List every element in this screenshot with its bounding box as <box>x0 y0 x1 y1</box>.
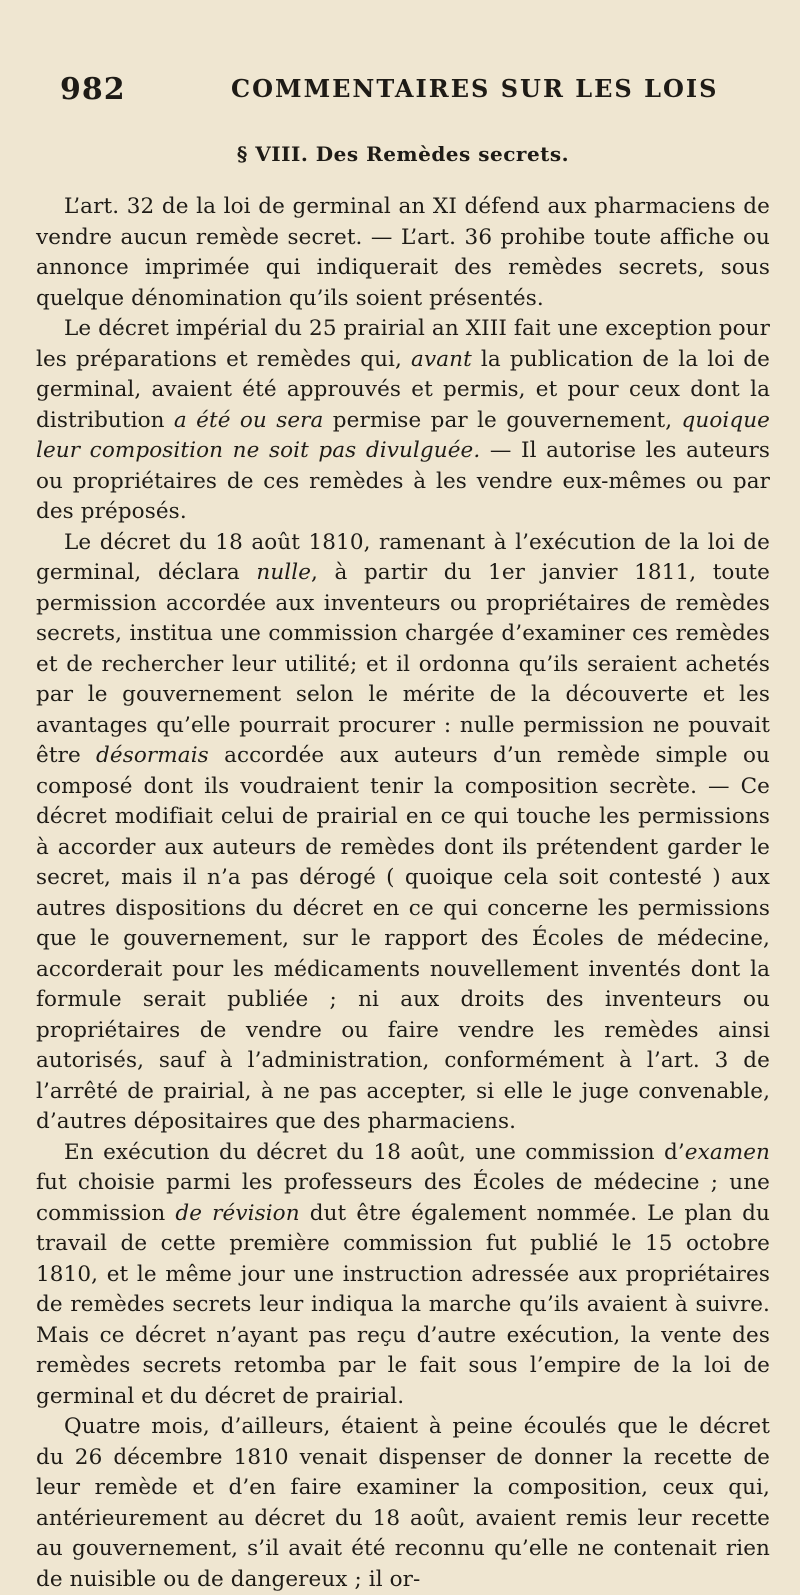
italic-run: avant <box>411 346 472 372</box>
text-run: la publication de la loi de germinal, avaient été approuvés et permis, et pour ceux dont la distribution <box>36 346 770 433</box>
italic-run: de révision <box>175 1200 300 1226</box>
text-run: — Il autorise les auteurs ou propriétaires de ces remèdes à les vendre eux-mêmes ou par des préposés. <box>36 438 771 524</box>
page-number: 982 <box>60 72 126 107</box>
text-run: En exécution du décret du 18 août, une commission d’ <box>64 1139 685 1165</box>
body-text <box>36 192 770 1595</box>
italic-run: quoique leur composition ne soit pas divulguée. <box>36 407 770 463</box>
paragraph-1: L’art. 32 de la loi de germinal an XI défend aux pharmaciens de vendre aucun remède secret. — L’art. 36 prohibe toute affiche ou annonce imprimée qui indiquerait des remèdes secrets, sous quelque dénomination qu’ils soient présentés. <box>36 194 770 311</box>
text-run: fut choisie parmi les professeurs des Écoles de médecine ; une commission <box>36 1170 770 1226</box>
italic-run: nulle <box>256 560 312 585</box>
text-run: dut être également nommée. Le plan du travail de cette première commission fut publié le 15 octobre 1810, et le même jour une instruction adressée aux propriétaires de remèdes secrets leur indiqua la marche qu’ils avaient à suivre. Mais ce décret n’ayant pas reçu d’autre exécution, la vente des remèdes secrets retomba par le fait sous l’empire de la loi de germinal et du décret de prairial. <box>36 1200 770 1409</box>
text-run: accordée aux auteurs d’un remède simple ou composé dont ils voudraient tenir la composition secrète. — Ce décret modifiait celui de prairial en ce qui touche les permissions à accorder aux auteurs de remèdes dont ils prétendent garder le secret, mais il n’a pas dérogé ( quoique cela soit contesté ) aux autres dispositions du décret en ce qui concerne les permissions que le gouvernement, sur le rapport des Écoles de médecine, accorderait pour les médicaments nouvellement inventés dont la formule serait publiée ; ni aux droits des inventeurs ou propriétaires de vendre ou faire vendre les remèdes ainsi autorisés, sauf à l’administration, conformément à l’art. 3 de l’arrêté de prairial, à ne pas accepter, si elle le juge convenable, d’autres dépositaires que des pharmaciens. <box>36 743 770 1134</box>
italic-run: a été ou sera <box>173 407 324 433</box>
text-run: Le décret du 18 août 1810, ramenant à l’exécution de la loi de germinal, déclara <box>36 529 770 585</box>
paragraph-2 <box>36 314 770 528</box>
section-title: § VIII. Des Remèdes secrets. <box>236 142 570 166</box>
paragraph-4 <box>36 1138 770 1413</box>
text-run: Le décret impérial du 25 prairial an XIII fait une exception pour les préparations et remèdes qui, <box>36 316 770 372</box>
running-title: COMMENTAIRES SUR LES LOIS <box>231 74 719 103</box>
italic-run: désormais <box>96 743 209 768</box>
text-run: permise par le gouvernement, <box>323 407 682 433</box>
running-head <box>36 72 770 112</box>
text-run: , à partir du 1er janvier 1811, toute permission accordée aux inventeurs ou propriétaires de remèdes secrets, institua une commission chargée d’examiner ces remèdes et de rechercher leur utilité; et il ordonna qu’ils seraient achetés par le gouvernement selon le mérite de la découverte et les avantages qu’elle pourrait procurer : nulle permission ne pouvait être <box>36 560 770 768</box>
paragraph-5: Quatre mois, d’ailleurs, étaient à peine écoulés que le décret du 26 décembre 1810 venait dispenser de donner la recette de leur remède et d’en faire examiner la composition, ceux qui, antérieurement au décret du 18 août, avaient remis leur recette au gouvernement, s’il avait été reconnu qu’elle ne contenait rien de nuisible ou de dangereux ; il or- <box>36 1414 770 1592</box>
italic-run: examen <box>684 1139 770 1165</box>
paragraph-3 <box>36 528 770 1138</box>
